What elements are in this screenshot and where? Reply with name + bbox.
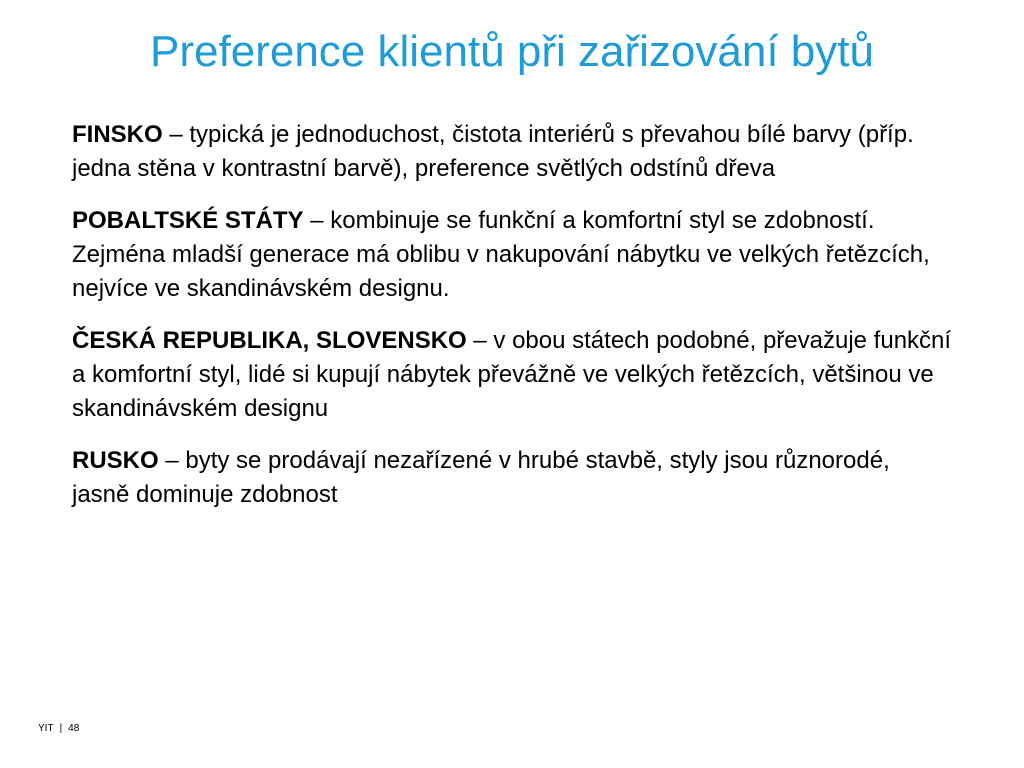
section-label: RUSKO <box>72 447 159 474</box>
section-finsko <box>72 118 952 186</box>
slide-footer <box>38 722 79 736</box>
section-text: – v obou státech podobné, převažuje funkční a komfortní styl, lidé si kupují nábytek převážně ve velkých řetězcích, většinou ve skandinávském designu <box>72 327 952 422</box>
section-label: FINSKO <box>72 121 163 148</box>
slide-body <box>72 118 952 530</box>
section-text: – kombinuje se funkční a komfortní styl se zdobností. Zejména mladší generace má oblibu v nakupování nábytku ve velkých řetězcích, nejvíce ve skandinávském designu. <box>72 207 930 302</box>
section-label: ČESKÁ REPUBLIKA, SLOVENSKO <box>72 327 467 354</box>
section-ceska-republika-slovensko <box>72 324 952 426</box>
section-text: – typická je jednoduchost, čistota interiérů s převahou bílé barvy (příp. jedna stěna v kontrastní barvě), preference světlých odstínů dřeva <box>72 121 914 182</box>
section-rusko <box>72 444 952 512</box>
slide-title: Preference klientů při zařizování bytů <box>150 27 874 76</box>
page-number: 48 <box>68 723 80 734</box>
section-label: POBALTSKÉ STÁTY <box>72 207 304 234</box>
footer-brand: YIT <box>38 723 54 734</box>
section-text: – byty se prodávají nezařízené v hrubé stavbě, styly jsou různorodé, jasně dominuje zdobnost <box>72 447 890 508</box>
section-pobaltske-staty <box>72 204 952 306</box>
footer-separator: | <box>59 723 63 734</box>
